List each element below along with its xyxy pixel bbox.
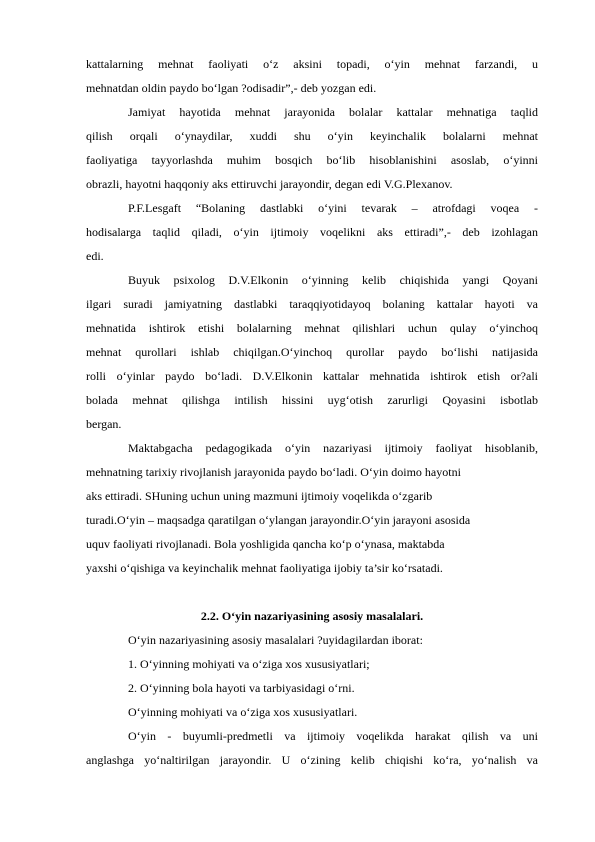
text-line: Maktabgacha pedagogikada o‘yin nazariyasi ijtimoiy faoliyat hisoblanib, — [128, 441, 538, 455]
text-line: Jamiyat hayotida mehnat jarayonida bolalar kattalar mehnatiga taqlid — [128, 105, 538, 119]
text-line: qilish orqali o‘ynaydilar, xuddi shu o‘yin keyinchalik bolalarni mehnat — [86, 129, 538, 143]
text-line: obrazli, hayotni haqqoniy aks ettiruvchi jarayondir, degan edi V.G.Plexanov. — [86, 177, 453, 191]
text-line: hodisalarga taqlid qiladi, o‘yin ijtimoiy voqelikni aks ettiradi”,- deb izohlagan — [86, 225, 538, 239]
text-line: uquv faoliyati rivojlanadi. Bola yoshligida qancha ko‘p o‘ynasa, maktabda — [86, 537, 445, 551]
text-line: yaxshi o‘qishiga va keyinchalik mehnat faoliyatiga ijobiy ta’sir ko‘rsatadi. — [86, 561, 443, 575]
text-line: mehnatning tarixiy rivojlanish jarayonida paydo bo‘ladi. O‘yin doimo hayotni — [86, 465, 461, 479]
subheading: O‘yinning mohiyati va o‘ziga xos xususiyatlari. — [128, 705, 358, 719]
text-line: Buyuk psixolog D.V.Elkonin o‘yinning kelib chiqishida yangi Qoyani — [128, 273, 538, 287]
text-line: O‘yin nazariyasining asosiy masalalari ?uyidagilardan iborat: — [128, 633, 423, 647]
text-line: bergan. — [86, 417, 122, 431]
blank-line — [86, 580, 538, 604]
text-line: aks ettiradi. SHuning uchun uning mazmuni ijtimoiy voqelikda o‘zgarib — [86, 489, 433, 503]
text-line: bolada mehnat qilishga intilish hissini uyg‘otish zarurligi Qoyasini isbotlab — [86, 393, 538, 407]
list-item: 2. O‘yinning bola hayoti va tarbiyasidagi o‘rni. — [128, 681, 355, 695]
text-line: rolli o‘yinlar paydo bo‘ladi. D.V.Elkonin kattalar mehnatida ishtirok etish or?ali — [86, 369, 538, 383]
document-body — [86, 52, 538, 772]
section-heading: 2.2. O‘yin nazariyasining asosiy masalalari. — [200, 609, 424, 623]
text-line: kattalarning mehnat faoliyati o‘z aksini topadi, o‘yin mehnat farzandi, u — [86, 57, 538, 71]
text-line: P.F.Lesgaft “Bolaning dastlabki o‘yini tevarak – atrofdagi voqea - — [128, 201, 538, 215]
text-line: anglashga yo‘naltirilgan jarayondir. U o‘zining kelib chiqishi ko‘ra, yo‘nalish va — [86, 753, 538, 767]
text-line: mehnatdan oldin paydo bo‘lgan ?odisadir”,- deb yozgan edi. — [86, 81, 377, 95]
text-line: mehnat qurollari ishlab chiqilgan.O‘yinchoq qurollar paydo bo‘lishi natijasida — [86, 345, 538, 359]
text-line: turadi.O‘yin – maqsadga qaratilgan o‘ylangan jarayondir.O‘yin jarayoni asosida — [86, 513, 471, 527]
text-line: ilgari suradi jamiyatning dastlabki taraqqiyotidayoq bolaning kattalar hayoti va — [86, 297, 538, 311]
text-line: faoliyatiga tayyorlashda muhim bosqich bo‘lib hisoblanishini asoslab, o‘yinni — [86, 153, 538, 167]
text-line: O‘yin - buyumli-predmetli va ijtimoiy voqelikda harakat qilish va uni — [128, 729, 538, 743]
text-line: mehnatida ishtirok etishi bolalarning mehnat qilishlari uchun qulay o‘yinchoq — [86, 321, 538, 335]
list-item: 1. O‘yinning mohiyati va o‘ziga xos xususiyatlari; — [128, 657, 370, 671]
text-line: edi. — [86, 249, 104, 263]
